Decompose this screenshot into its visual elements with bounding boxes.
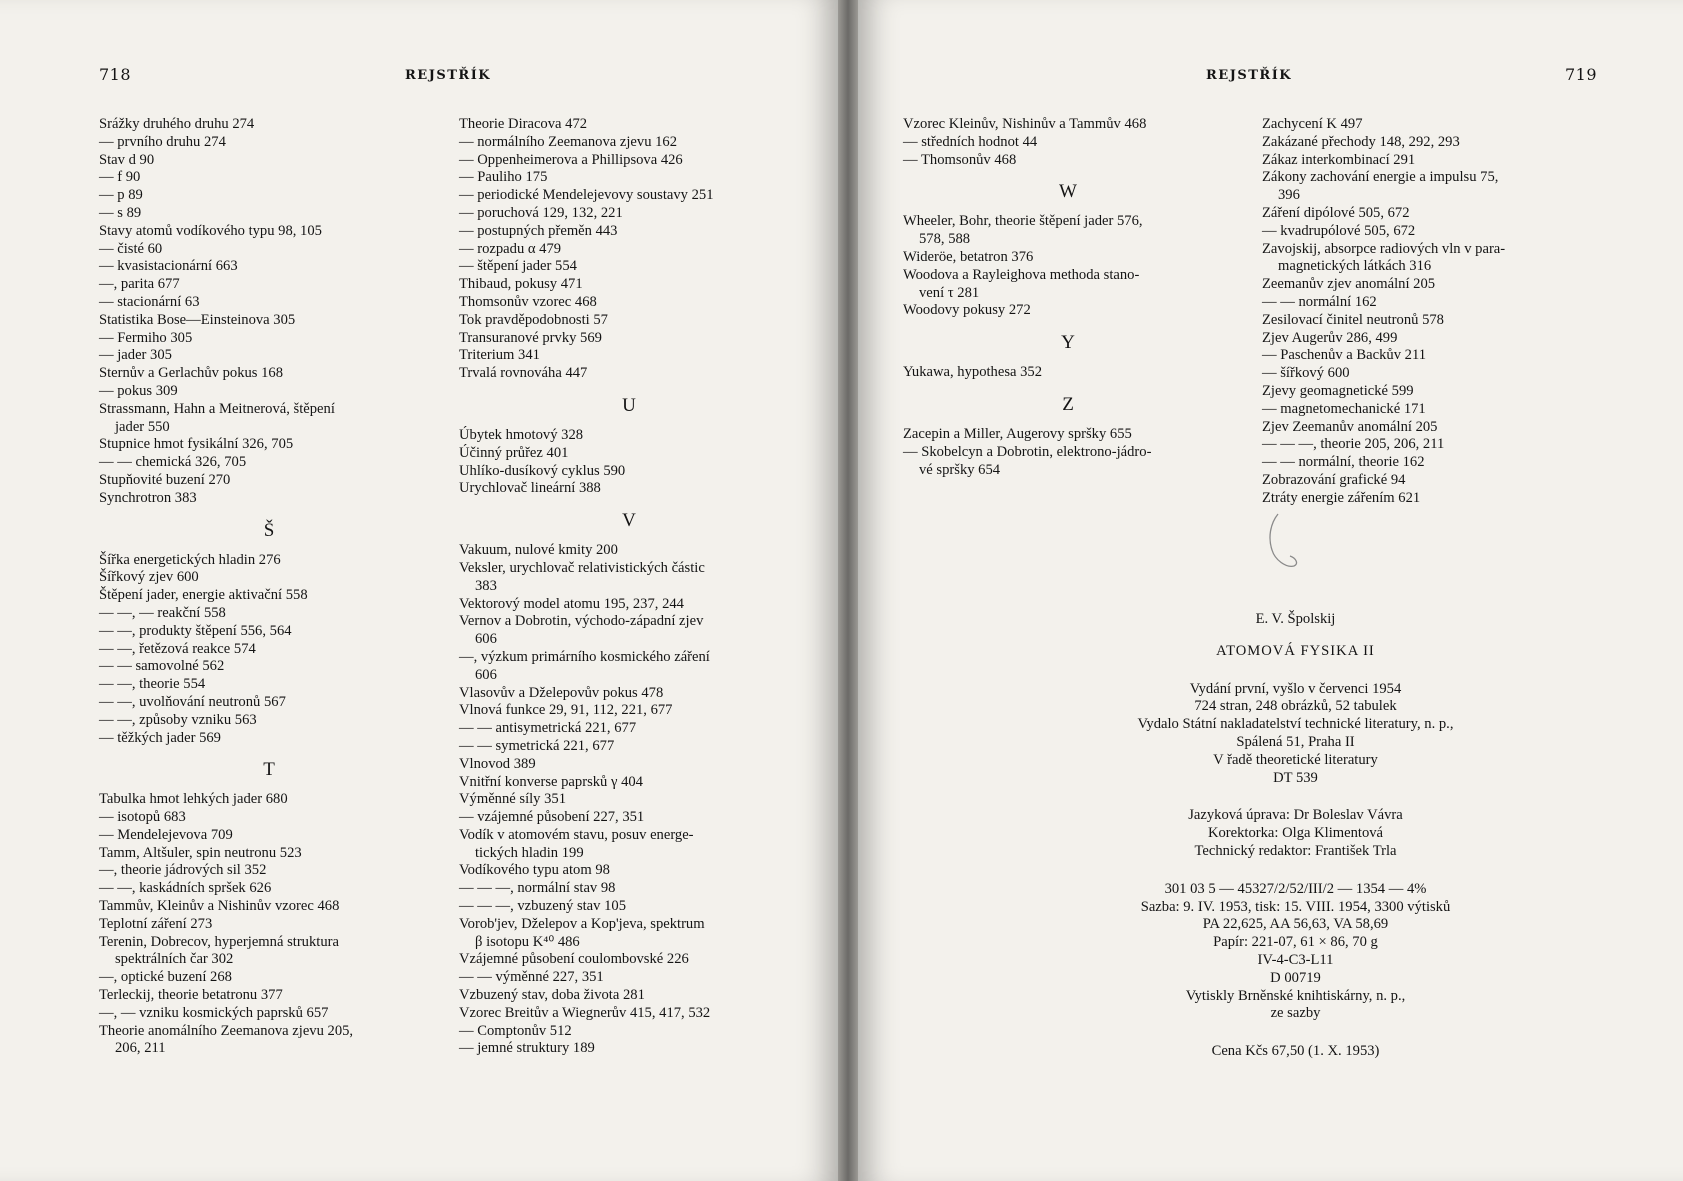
- index-entry: — těžkých jader 569: [99, 729, 221, 746]
- index-entry: — —, produkty štěpení 556, 564: [99, 622, 292, 639]
- index-entry: Uhlíko-dusíkový cyklus 590: [459, 462, 626, 479]
- index-entry: Theorie Diracova 472: [459, 116, 588, 132]
- index-entry: Štěpení jader, energie aktivační 558: [99, 587, 308, 604]
- index-section-letter: W: [1059, 181, 1077, 203]
- index-entry: Strassmann, Hahn a Meitnerová, štěpení: [99, 400, 335, 417]
- index-entry: Stav d 90: [99, 151, 155, 168]
- index-entry: Zjev Augerův 286, 499: [1262, 329, 1398, 346]
- index-entry: — kvasistacionární 663: [99, 258, 238, 275]
- index-entry: — magnetomechanické 171: [1262, 400, 1426, 417]
- index-column: [459, 116, 799, 1058]
- index-entry: — Paschenův a Backův 211: [1262, 347, 1427, 364]
- colophon: [858, 611, 1683, 1061]
- index-entry: Vzájemné působení coulombovské 226: [459, 951, 689, 968]
- colophon-line: D 00719: [1270, 969, 1321, 986]
- book-gutter: [838, 0, 858, 1181]
- index-entry: Vektorový model atomu 195, 237, 244: [459, 595, 684, 612]
- index-entry: Terleckij, theorie betatronu 377: [99, 987, 283, 1004]
- index-entry: Wideröe, betatron 376: [903, 248, 1034, 265]
- colophon-line: V řadě theoretické literatury: [1213, 751, 1378, 768]
- index-entry: — — symetrická 221, 677: [459, 737, 615, 754]
- index-entry: Vlnovod 389: [459, 755, 536, 772]
- index-entry: Tamm, Altšuler, spin neutronu 523: [99, 844, 302, 861]
- index-entry: — s 89: [99, 204, 142, 221]
- index-entry: — —, řetězová reakce 574: [99, 640, 256, 657]
- index-entry: — jader 305: [99, 347, 172, 364]
- index-entry: — —, theorie 554: [99, 676, 206, 693]
- index-entry: Zjev Zeemanův anomální 205: [1262, 418, 1438, 435]
- index-entry-continuation: vé spršky 654: [919, 461, 1001, 478]
- index-entry: —, výzkum primárního kosmického záření: [459, 648, 710, 665]
- index-section-letter: V: [622, 510, 636, 532]
- index-entry: Zachycení K 497: [1262, 116, 1363, 132]
- index-entry: Synchrotron 383: [99, 489, 197, 506]
- index-entry-continuation: magnetických látkách 316: [1278, 258, 1432, 275]
- index-entry: Výměnné síly 351: [459, 791, 567, 808]
- index-entry: Stupnice hmot fysikální 326, 705: [99, 436, 294, 453]
- index-entry-continuation: spektrálních čar 302: [115, 951, 234, 968]
- index-entry: — poruchová 129, 132, 221: [459, 204, 623, 221]
- colophon-line: Vydání první, vyšlo v červenci 1954: [1189, 680, 1402, 697]
- index-entry: Veksler, urychlovač relativistických částic: [459, 559, 705, 576]
- index-entry: — štěpení jader 554: [459, 258, 577, 275]
- pencil-mark: [1266, 512, 1300, 574]
- index-entry: — vzájemné působení 227, 351: [459, 809, 645, 826]
- index-entry: Triterium 341: [459, 347, 540, 364]
- index-entry: — — normální 162: [1262, 293, 1377, 310]
- index-entry: Trvalá rovnováha 447: [459, 365, 588, 382]
- index-entry: Zákaz interkombinací 291: [1262, 151, 1416, 168]
- colophon-line: 301 03 5 — 45327/2/52/III/2 — 1354 — 4%: [1164, 880, 1427, 897]
- index-entry: Stupňovité buzení 270: [99, 471, 231, 488]
- index-entry: Teplotní záření 273: [99, 915, 213, 932]
- index-entry: — normálního Zeemanova zjevu 162: [459, 133, 678, 150]
- index-entry: — — —, theorie 205, 206, 211: [1262, 436, 1445, 453]
- index-section-letter: Y: [1061, 332, 1075, 354]
- colophon-line: Papír: 221-07, 61 × 86, 70 g: [1213, 934, 1378, 951]
- index-column: [99, 116, 439, 1058]
- index-entry: —, parita 677: [99, 276, 180, 293]
- colophon-line: 724 stran, 248 obrázků, 52 tabulek: [1194, 698, 1397, 715]
- index-entry-continuation: tických hladin 199: [475, 844, 584, 861]
- index-entry: Yukawa, hypothesa 352: [903, 364, 1043, 381]
- index-entry: Urychlovač lineární 388: [459, 480, 601, 497]
- index-entry: — prvního druhu 274: [99, 133, 226, 150]
- index-entry: — Fermiho 305: [99, 329, 193, 346]
- index-entry: Woodovy pokusy 272: [903, 302, 1031, 319]
- index-entry-continuation: 606: [475, 631, 497, 648]
- index-entry: Tammův, Kleinův a Nishinův vzorec 468: [99, 898, 340, 915]
- index-entry: — stacionární 63: [99, 293, 200, 310]
- index-entry: — Comptonův 512: [459, 1022, 572, 1039]
- index-entry-continuation: 606: [475, 666, 497, 683]
- index-entry: Vorob'jev, Dželepov a Kop'jeva, spektrum: [459, 915, 705, 932]
- index-entry: — Oppenheimerova a Phillipsova 426: [459, 151, 683, 168]
- index-entry: — pokus 309: [99, 382, 178, 399]
- index-entry: Vodík v atomovém stavu, posuv energe-: [459, 826, 694, 843]
- index-entry: — — chemická 326, 705: [99, 454, 247, 471]
- index-entry: Vodíkového typu atom 98: [459, 862, 610, 879]
- index-entry: Zacepin a Miller, Augerovy spršky 655: [903, 425, 1132, 442]
- index-entry: Zesilovací činitel neutronů 578: [1262, 311, 1444, 328]
- index-entry: Vnitřní konverse paprsků γ 404: [459, 773, 643, 790]
- index-entry: — kvadrupólové 505, 672: [1262, 222, 1416, 239]
- index-entry: Zavojskij, absorpce radiových vln v para-: [1262, 240, 1506, 257]
- index-entry: — — výměnné 227, 351: [459, 969, 604, 986]
- index-entry: Tok pravděpodobnosti 57: [459, 311, 608, 328]
- index-entry-continuation: 206, 211: [115, 1040, 166, 1057]
- index-entry-continuation: β isotopu K⁴⁰ 486: [475, 933, 580, 950]
- colophon-author: E. V. Špolskij: [1255, 611, 1336, 627]
- index-entry: Transuranové prvky 569: [459, 329, 602, 346]
- index-entry: —, theorie jádrových sil 352: [99, 862, 267, 879]
- index-entry: — —, kaskádních spršek 626: [99, 880, 272, 897]
- index-entry: — postupných přeměn 443: [459, 222, 618, 239]
- index-entry: Vakuum, nulové kmity 200: [459, 542, 618, 559]
- colophon-line: Jazyková úprava: Dr Boleslav Vávra: [1188, 807, 1403, 824]
- index-entry: — — samovolné 562: [99, 658, 225, 675]
- page-number: 719: [1564, 65, 1597, 84]
- index-entry: — periodické Mendelejevovy soustavy 251: [459, 187, 714, 204]
- index-section-letter: T: [263, 759, 275, 781]
- index-entry: — —, — reakční 558: [99, 604, 226, 621]
- colophon-line: ze sazby: [1270, 1005, 1321, 1022]
- index-column: [1262, 116, 1607, 508]
- index-entry: — čisté 60: [99, 240, 163, 257]
- index-entry: Šířka energetických hladin 276: [99, 551, 281, 568]
- index-entry: Stavy atomů vodíkového typu 98, 105: [99, 222, 322, 239]
- index-entry: — Thomsonův 468: [903, 151, 1017, 168]
- index-entry: Sternův a Gerlachův pokus 168: [99, 365, 284, 382]
- colophon-line: Spálená 51, Praha II: [1236, 733, 1355, 750]
- index-section-letter: Š: [263, 519, 275, 541]
- index-entry: — Skobelcyn a Dobrotin, elektrono-jádro-: [903, 443, 1152, 460]
- index-entry: — Pauliho 175: [459, 169, 548, 186]
- index-entry: Zeemanův zjev anomální 205: [1262, 276, 1436, 293]
- index-entry: Srážky druhého druhu 274: [99, 116, 255, 132]
- index-entry: Woodova a Rayleighova methoda stano-: [903, 266, 1140, 283]
- left-page: [0, 0, 838, 1181]
- colophon-line: Sazba: 9. IV. 1953, tisk: 15. VIII. 1954, 3300 výtisků: [1140, 898, 1451, 915]
- colophon-line: Technický redaktor: František Trla: [1194, 842, 1397, 859]
- index-entry: — — normální, theorie 162: [1262, 454, 1425, 471]
- index-entry: — —, způsoby vzniku 563: [99, 711, 257, 728]
- index-section-letter: Z: [1062, 393, 1074, 415]
- colophon-line: IV-4-C3-L11: [1257, 951, 1334, 968]
- colophon-line: DT 539: [1273, 769, 1318, 786]
- index-entry-continuation: jader 550: [115, 418, 170, 435]
- running-head: REJSTŘÍK: [405, 68, 492, 83]
- index-entry: — isotopů 683: [99, 809, 186, 826]
- colophon-line: Vydalo Státní nakladatelství technické literatury, n. p.,: [1137, 716, 1454, 733]
- colophon-line: PA 22,625, AA 56,63, VA 58,69: [1202, 916, 1389, 933]
- index-entry: — rozpadu α 479: [459, 240, 562, 257]
- index-entry: — p 89: [99, 187, 143, 204]
- index-entry: Theorie anomálního Zeemanova zjevu 205,: [99, 1022, 354, 1039]
- index-entry: Wheeler, Bohr, theorie štěpení jader 576,: [903, 213, 1143, 230]
- index-entry-continuation: 578, 588: [919, 231, 971, 248]
- index-entry: Vlasovův a Dželepovův pokus 478: [459, 684, 664, 701]
- colophon-line: Vytiskly Brněnské knihtiskárny, n. p.,: [1185, 987, 1406, 1004]
- index-entry: Úbytek hmotový 328: [459, 426, 584, 443]
- running-head: REJSTŘÍK: [1206, 68, 1293, 83]
- index-entry: —, — vzniku kosmických paprsků 657: [99, 1004, 329, 1021]
- index-entry: — — antisymetrická 221, 677: [459, 720, 637, 737]
- index-entry: Záření dipólové 505, 672: [1262, 204, 1410, 221]
- index-entry: — — —, normální stav 98: [459, 880, 616, 897]
- index-entry: — šířkový 600: [1262, 365, 1350, 382]
- index-entry: Šířkový zjev 600: [99, 569, 199, 586]
- index-entry: Thibaud, pokusy 471: [459, 276, 583, 293]
- index-entry-continuation: 396: [1278, 187, 1300, 204]
- index-entry: — středních hodnot 44: [903, 133, 1038, 150]
- colophon-line: Korektorka: Olga Klimentová: [1207, 825, 1384, 842]
- index-entry: — — —, vzbuzený stav 105: [459, 898, 626, 915]
- index-column: [903, 116, 1233, 479]
- index-entry: Vernov a Dobrotin, východo-západní zjev: [459, 613, 704, 630]
- colophon-title: ATOMOVÁ FYSIKA II: [1216, 642, 1375, 659]
- index-entry: — jemné struktury 189: [459, 1040, 595, 1057]
- index-entry: —, optické buzení 268: [99, 969, 232, 986]
- index-entry: Vlnová funkce 29, 91, 112, 221, 677: [459, 702, 673, 719]
- index-entry: — —, uvolňování neutronů 567: [99, 693, 286, 710]
- index-entry-continuation: 383: [475, 577, 497, 594]
- index-entry: Zakázané přechody 148, 292, 293: [1262, 133, 1460, 150]
- index-entry: — Mendelejevova 709: [99, 826, 233, 843]
- page-number: 718: [99, 65, 132, 84]
- right-page: [858, 0, 1683, 1181]
- index-entry: Terenin, Dobrecov, hyperjemná struktura: [99, 933, 339, 950]
- index-entry: Vzbuzený stav, doba života 281: [459, 987, 645, 1004]
- index-section-letter: U: [622, 394, 636, 416]
- index-entry: Vzorec Breitův a Wiegnerův 415, 417, 532: [459, 1004, 711, 1021]
- index-entry: Účinný průřez 401: [459, 444, 569, 461]
- index-entry: Thomsonův vzorec 468: [459, 293, 597, 310]
- index-entry-continuation: vení τ 281: [919, 284, 980, 301]
- colophon-price: Cena Kčs 67,50 (1. X. 1953): [1211, 1043, 1380, 1060]
- index-entry: Zákony zachování energie a impulsu 75,: [1262, 169, 1499, 186]
- index-entry: — f 90: [99, 169, 141, 186]
- index-entry: Zjevy geomagnetické 599: [1262, 382, 1414, 399]
- index-entry: Statistika Bose—Einsteinova 305: [99, 311, 296, 328]
- index-entry: Tabulka hmot lehkých jader 680: [99, 791, 288, 808]
- index-entry: Zobrazování grafické 94: [1262, 471, 1406, 488]
- index-entry: Ztráty energie zářením 621: [1262, 489, 1421, 506]
- index-entry: Vzorec Kleinův, Nishinův a Tammův 468: [903, 116, 1147, 132]
